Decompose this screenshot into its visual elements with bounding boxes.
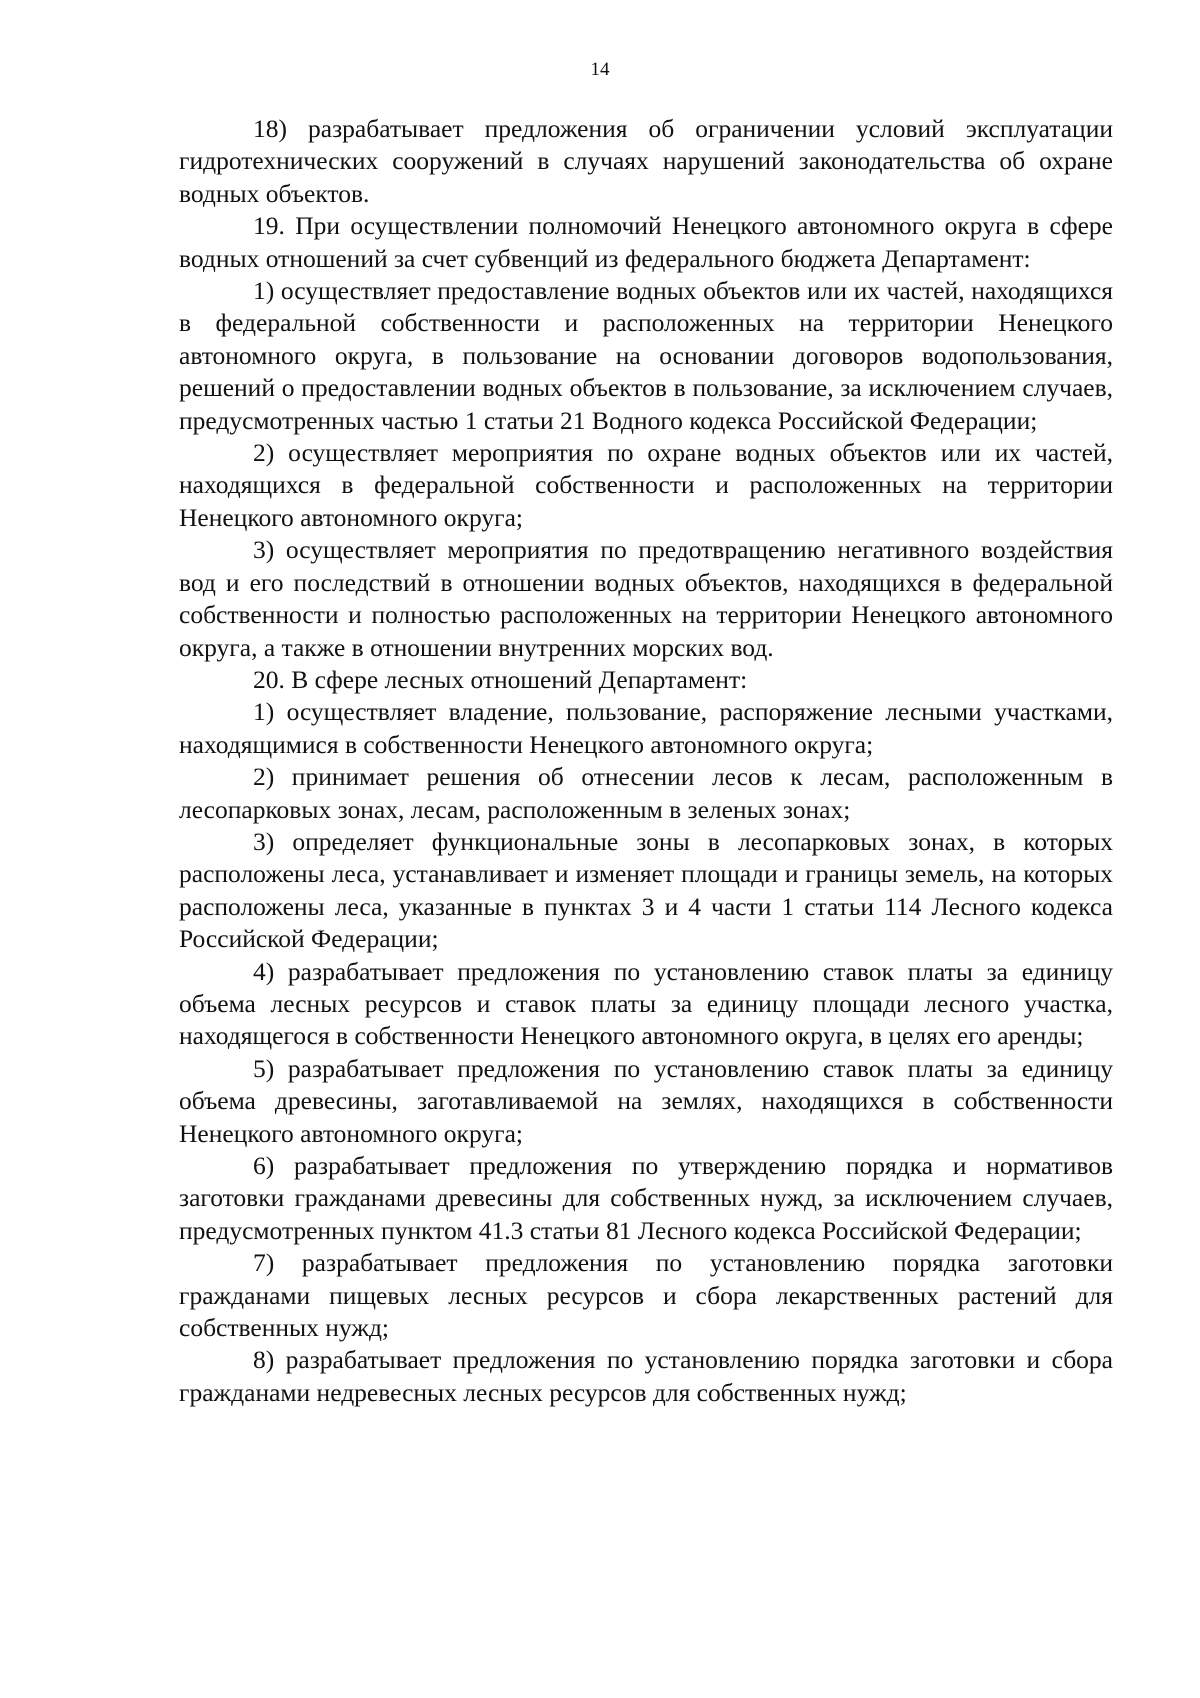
paragraph-20-item-4: 4) разрабатывает предложения по установлению ставок платы за единицу объема лесных ресурсов и ставок платы за единицу площади лесного участка, находящегося в собственности Ненецкого автономного округа, в целях его аренды; <box>179 956 1113 1051</box>
paragraph-20-item-2: 2) принимает решения об отнесении лесов к лесам, расположенным в лесопарковых зонах, лесам, расположенным в зеленых зонах; <box>179 762 1113 824</box>
paragraph-20-item-8: 8) разрабатывает предложения по установлению порядка заготовки и сбора гражданами недревесных лесных ресурсов для собственных нужд; <box>179 1345 1113 1407</box>
paragraph-19-item-3: 3) осуществляет мероприятия по предотвращению негативного воздействия вод и его последствий в отношении водных объектов, находящихся в федеральной собственности и полностью расположенных на территории Ненецкого автономного округа, а также в отношении внутренних морских вод. <box>179 535 1113 662</box>
page-number: 14 <box>590 59 610 80</box>
paragraph-20-item-7: 7) разрабатывает предложения по установлению порядка заготовки гражданами пищевых лесных ресурсов и сбора лекарственных растений для собственных нужд; <box>179 1248 1113 1343</box>
paragraph-20-item-6: 6) разрабатывает предложения по утверждению порядка и нормативов заготовки гражданами древесины для собственных нужд, за исключением случаев, предусмотренных пунктом 41.3 статьи 81 Лесного кодекса Российской Федерации; <box>179 1151 1113 1245</box>
paragraph-19-item-1: 1) осуществляет предоставление водных объектов или их частей, находящихся в федеральной собственности и расположенных на территории Ненецкого автономного округа, в пользование на основании договоров водопользования, решений о предоставлении водных объектов в пользование, за исключением случаев, предусмотренных частью 1 статьи 21 Водного кодекса Российской Федерации; <box>179 276 1113 435</box>
paragraph-20-item-1: 1) осуществляет владение, пользование, распоряжение лесными участками, находящимися в собственности Ненецкого автономного округа; <box>179 697 1113 759</box>
paragraph-20-item-3: 3) определяет функциональные зоны в лесопарковых зонах, в которых расположены леса, устанавливает и изменяет площади и границы земель, на которых расположены леса, указанные в пунктах 3 и 4 части 1 статьи 114 Лесного кодекса Российской Федерации; <box>179 826 1113 954</box>
paragraph-item-18: 18) разрабатывает предложения об ограничении условий эксплуатации гидротехнических сооружений в случаях нарушений законодательства об охране водных объектов. <box>179 114 1113 208</box>
paragraph-section-19: 19. При осуществлении полномочий Ненецкого автономного округа в сфере водных отношений за счет субвенций из федерального бюджета Департамент: <box>179 211 1113 273</box>
paragraph-20-item-5: 5) разрабатывает предложения по установлению ставок платы за единицу объема древесины, заготавливаемой на землях, находящихся в собственности Ненецкого автономного округа; <box>179 1053 1113 1148</box>
paragraph-19-item-2: 2) осуществляет мероприятия по охране водных объектов или их частей, находящихся в федеральной собственности и расположенных на территории Ненецкого автономного округа; <box>179 438 1113 532</box>
document-body <box>179 113 1113 1409</box>
paragraph-section-20: 20. В сфере лесных отношений Департамент: <box>253 664 748 694</box>
